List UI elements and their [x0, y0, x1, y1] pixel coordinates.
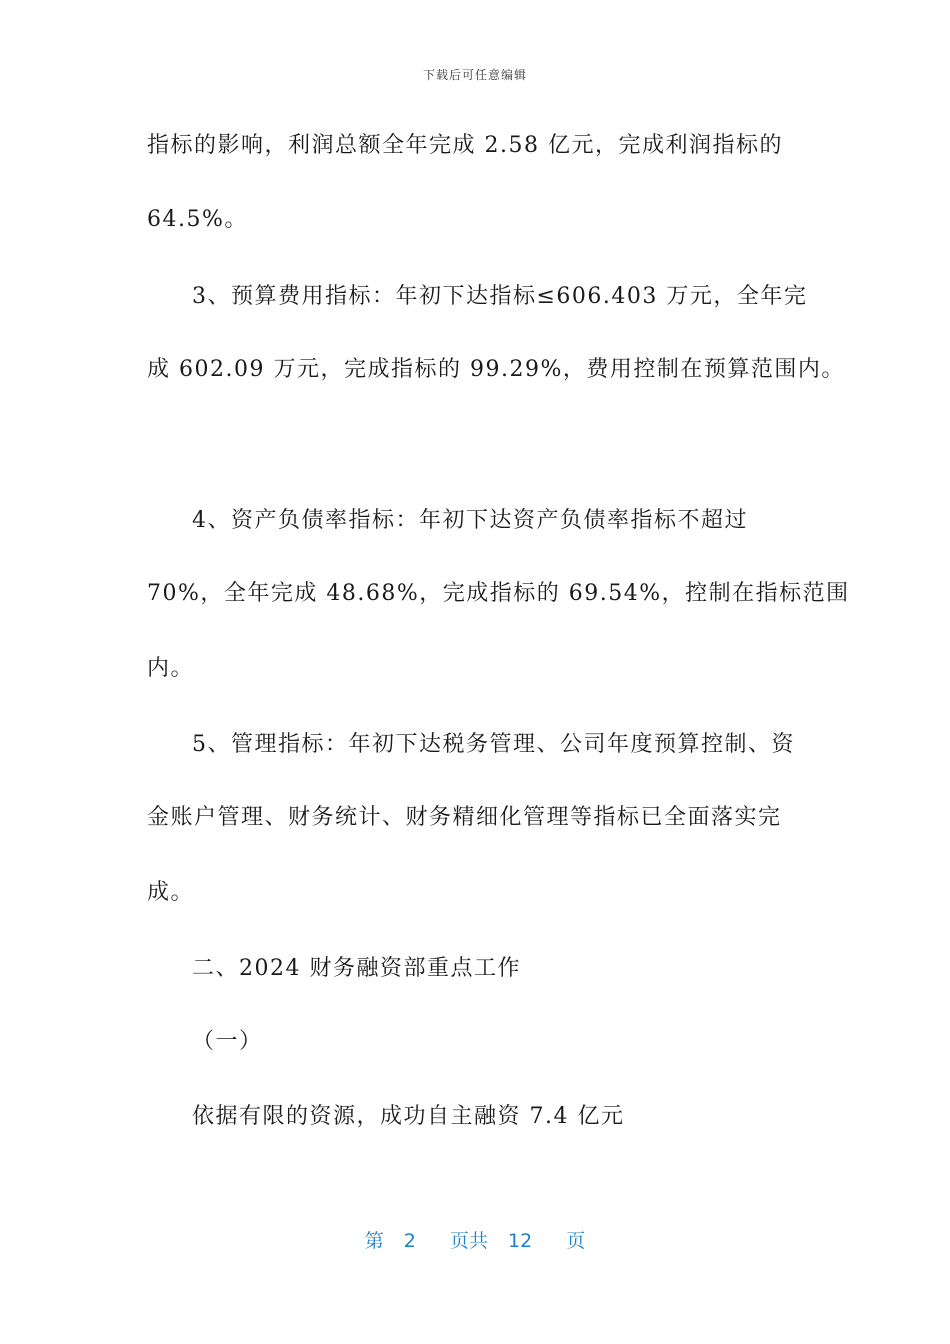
footer-prefix: 第 [364, 1230, 384, 1252]
body-line-6: 70%，全年完成 48.68%，完成指标的 69.54%，控制在指标范围 [147, 581, 850, 606]
footer-suffix: 页 [566, 1230, 586, 1252]
body-line-10: 成。 [147, 880, 195, 905]
footer-middle: 页共 [449, 1230, 488, 1252]
subsection-marker: （一） [192, 1029, 263, 1054]
body-line-9: 金账户管理、财务统计、财务精细化管理等指标已全面落实完 [147, 805, 782, 830]
body-line-7: 内。 [147, 656, 195, 681]
footer-total-pages: 12 [508, 1230, 533, 1252]
header-note: 下载后可任意编辑 [422, 68, 527, 82]
page-footer [0, 1226, 950, 1253]
body-line-4: 成 602.09 万元，完成指标的 99.29%，费用控制在预算范围内。 [147, 357, 845, 382]
body-line-3: 3、预算费用指标：年初下达指标≤606.403 万元，全年完 [192, 284, 808, 309]
body-line-1: 指标的影响，利润总额全年完成 2.58 亿元，完成利润指标的 [147, 133, 783, 158]
body-line-8: 5、管理指标：年初下达税务管理、公司年度预算控制、资 [192, 732, 795, 757]
body-line-5: 4、资产负债率指标：年初下达资产负债率指标不超过 [192, 508, 748, 533]
footer-current-page: 2 [403, 1230, 416, 1252]
section-heading: 二、2024 财务融资部重点工作 [192, 956, 521, 981]
body-line-2: 64.5%。 [147, 207, 248, 232]
body-line-last: 依据有限的资源，成功自主融资 7.4 亿元 [192, 1104, 625, 1129]
